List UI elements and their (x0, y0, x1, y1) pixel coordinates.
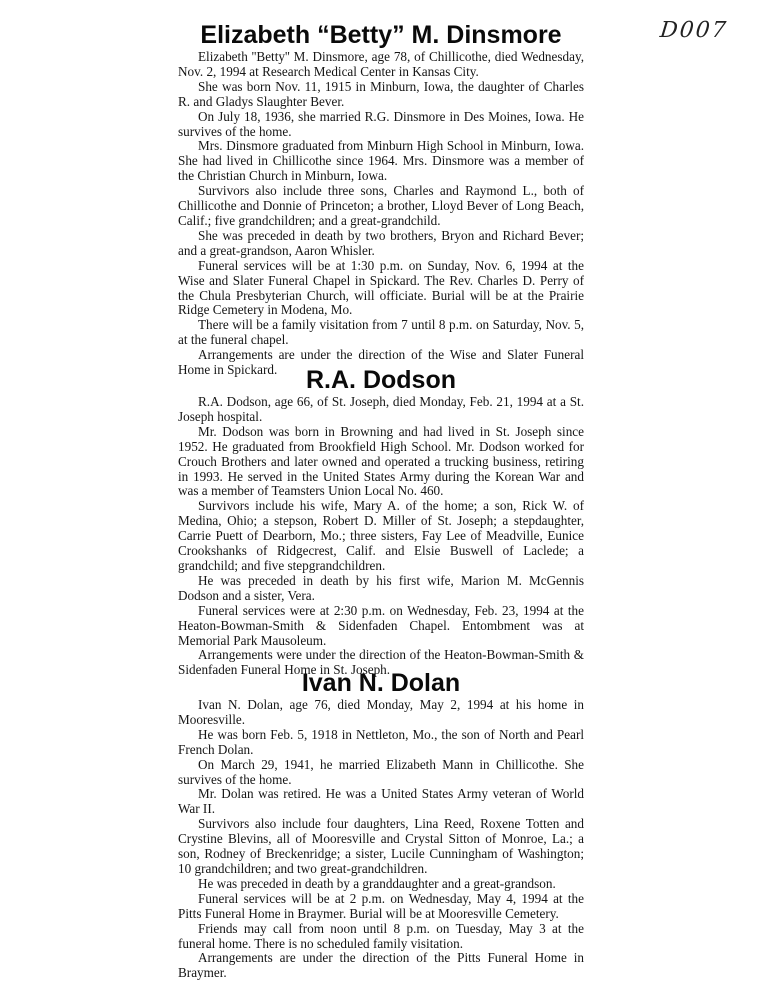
paragraph: Mr. Dolan was retired. He was a United States Army veteran of World War II. (178, 786, 584, 817)
paragraph: Friends may call from noon until 8 p.m. on Tuesday, May 3 at the funeral home. There is no scheduled family visitation. (178, 920, 584, 951)
paragraph: Survivors include his wife, Mary A. of the home; a son, Rick W. of Medina, Ohio; a stepson, Robert D. Miller of St. Joseph; a stepdaughter, Carrie Puett of Dearborn, Mo.; three sisters, Fay Lee of Meadville, Eunice Crookshanks of Ridgecrest, Calif. and Elsie Buswell of Laclede; a grandchild; and five stepgrandchildren. (178, 498, 584, 573)
paragraph: He was preceded in death by his first wife, Marion M. McGennis Dodson and a sister, Vera. (178, 572, 584, 603)
paragraph: Elizabeth ''Betty'' M. Dinsmore, age 78, of Chillicothe, died Wednesday, Nov. 2, 1994 at Research Medical Center in Kansas City. (178, 49, 584, 79)
obituary-body (178, 50, 584, 378)
paragraph: He was preceded in death by a granddaughter and a great-grandson. (198, 875, 556, 891)
paragraph: Funeral services will be at 1:30 p.m. on Sunday, Nov. 6, 1994 at the Wise and Slater Funeral Chapel in Spickard. The Rev. Charles D. Perry of the Chula Presbyterian Church, will officiate. Burial will be at the Prairie Ridge Cemetery in Modena, Mo. (178, 257, 584, 318)
obituary-heading: R.A. Dodson (306, 366, 456, 394)
paragraph: R.A. Dodson, age 66, of St. Joseph, died Monday, Feb. 21, 1994 at a St. Joseph hospital. (178, 394, 584, 424)
obituary-dinsmore (178, 20, 584, 378)
paragraph: On July 18, 1936, she married R.G. Dinsmore in Des Moines, Iowa. He survives of the home. (178, 108, 584, 139)
paragraph: Survivors also include four daughters, Lina Reed, Roxene Totten and Crystine Blevins, all of Mooresville and Crystal Sitton of Monroe, La.; a son, Rodney of Breckenridge; a sister, Lucile Cunningham of Washington; 10 grandchildren; and two great-grandchildren. (178, 816, 584, 876)
obituary-body (178, 698, 584, 981)
paragraph: Mrs. Dinsmore graduated from Minburn High School in Minburn, Iowa. She had lived in Chillicothe since 1964. Mrs. Dinsmore was a member of the Christian Church in Minburn, Iowa. (178, 138, 584, 184)
paragraph: Arrangements were under the direction of the Heaton-Bowman-Smith & Sidenfaden Funeral Home in St. Joseph. (178, 647, 584, 678)
obituary-body (178, 395, 584, 678)
paragraph: There will be a family visitation from 7 until 8 p.m. on Saturday, Nov. 5, at the funeral chapel. (178, 317, 584, 348)
paragraph: Arrangements are under the direction of the Wise and Slater Funeral Home in Spickard. (178, 347, 584, 378)
paragraph: Survivors also include three sons, Charles and Raymond L., both of Chillicothe and Donnie of Princeton; a brother, Lloyd Bever of Long Beach, Calif.; five grandchildren; and a great-grandchild. (178, 183, 584, 228)
obituary-dolan (178, 668, 584, 981)
paragraph: Arrangements are under the direction of the Pitts Funeral Home in Braymer. (178, 950, 584, 981)
obituary-heading: Elizabeth “Betty” M. Dinsmore (200, 21, 562, 49)
obituary-dodson (178, 365, 584, 678)
paragraph: Funeral services were at 2:30 p.m. on Wednesday, Feb. 23, 1994 at the Heaton-Bowman-Smith & Sidenfaden Chapel. Entombment was at Memorial Park Mausoleum. (178, 602, 584, 648)
paragraph: Ivan N. Dolan, age 76, died Monday, May 2, 1994 at his home in Mooresville. (178, 697, 584, 727)
paragraph: He was born Feb. 5, 1918 in Nettleton, Mo., the son of North and Pearl French Dolan. (178, 726, 584, 757)
paragraph: Mr. Dodson was born in Browning and had lived in St. Joseph since 1952. He graduated from Brookfield High School. Mr. Dodson worked for Crouch Brothers and later owned and operated a trucking business, retiring in 1993. He served in the United States Army during the Korean War and was a member of Teamsters Union Local No. 460. (178, 423, 584, 499)
paragraph: Funeral services will be at 2 p.m. on Wednesday, May 4, 1994 at the Pitts Funeral Home in Braymer. Burial will be at Mooresville Cemetery. (178, 890, 584, 921)
paragraph: She was born Nov. 11, 1915 in Minburn, Iowa, the daughter of Charles R. and Gladys Slaughter Bever. (178, 78, 584, 109)
obituary-heading: Ivan N. Dolan (301, 669, 461, 697)
handwritten-page-marker: D007 (658, 18, 729, 43)
paragraph: On March 29, 1941, he married Elizabeth Mann in Chillicothe. She survives of the home. (178, 756, 584, 787)
paragraph: She was preceded in death by two brothers, Bryon and Richard Bever; and a great-grandson, Aaron Whisler. (178, 227, 584, 258)
